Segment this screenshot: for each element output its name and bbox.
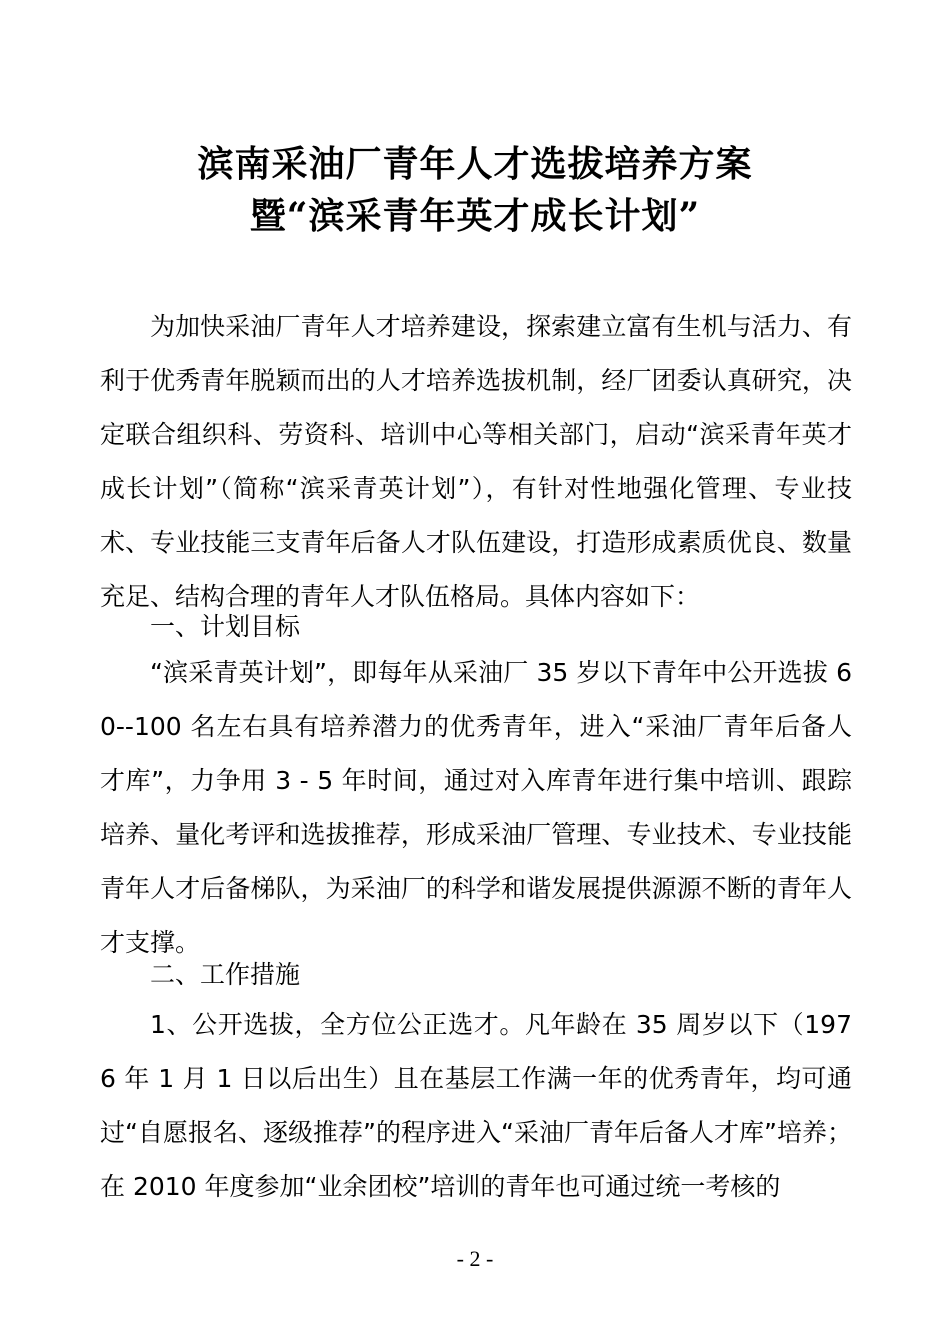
intro-paragraph: 为加快采油厂青年人才培养建设，探索建立富有生机与活力、有利于优秀青年脱颖而出的人才培养选拔机制，经厂团委认真研究，决定联合组织科、劳资科、培训中心等相关部门，启动“滨采青年英才成长计划”（简称“滨采青英计划”），有针对性地强化管理、专业技术、专业技能三支青年后备人才队伍建设，打造形成素质优良、数量充足、结构合理的青年人才队伍格局。具体内容如下： bbox=[100, 312, 852, 611]
document-title-line-1: 滨南采油厂青年人才选拔培养方案 bbox=[197, 143, 753, 185]
page-number: - 2 - bbox=[456, 1246, 494, 1271]
document-title-line-2: 暨“滨采青年英才成长计划” bbox=[249, 195, 701, 237]
section-1-heading: 一、计划目标 bbox=[150, 612, 301, 641]
section-2-heading: 二、工作措施 bbox=[150, 960, 301, 989]
section-2-paragraph: 1、公开选拔，全方位公正选才。凡年龄在 35 周岁以下（1976 年 1 月 1 日以后出生）且在基层工作满一年的优秀青年，均可通过“自愿报名、逐级推荐”的程序进入“采油厂青年后备人才库”培养；在 2010 年度参加“业余团校”培训的青年也可通过统一考核的 bbox=[100, 1010, 852, 1201]
section-1-paragraph: “滨采青英计划”，即每年从采油厂 35 岁以下青年中公开选拔 60--100 名左右具有培养潜力的优秀青年，进入“采油厂青年后备人才库”，力争用 3 - 5 年时间，通过对入库青年进行集中培训、跟踪培养、量化考评和选拔推荐，形成采油厂管理、专业技术、专业技能青年人才后备梯队，为采油厂的科学和谐发展提供源源不断的青年人才支撑。 bbox=[100, 658, 852, 957]
